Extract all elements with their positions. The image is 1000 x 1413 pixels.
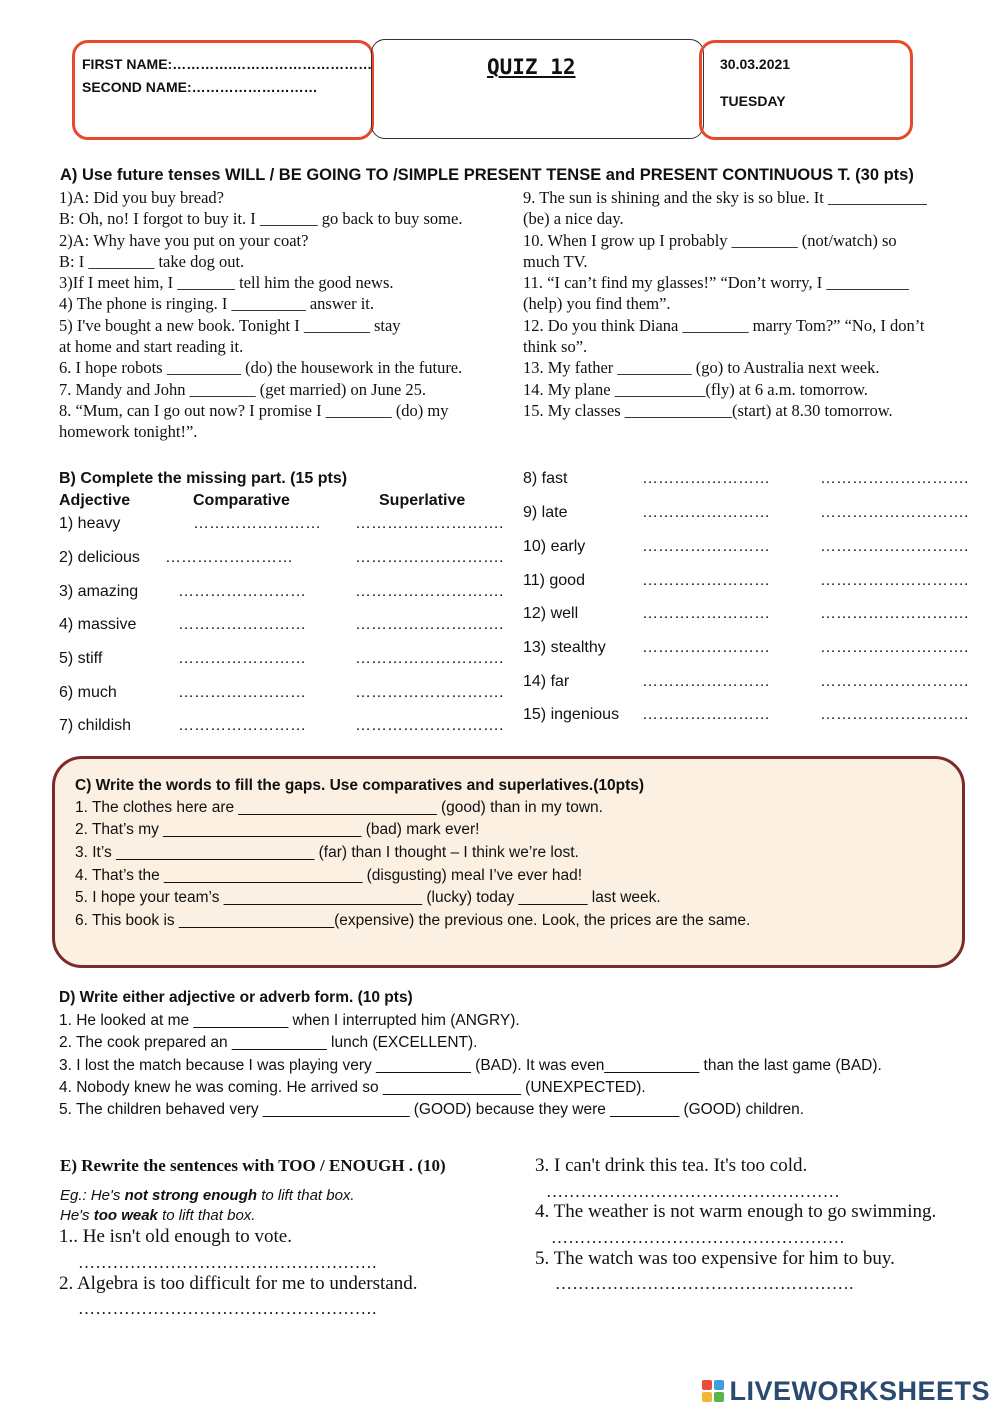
adjective-item: 10) early xyxy=(523,538,586,555)
adjective-item: 2) delicious xyxy=(59,549,140,566)
section-a-line[interactable]: 8. “Mum, can I go out now? I promise I ________ (do) my xyxy=(59,400,449,420)
section-a-line: homework tonight!”. xyxy=(59,422,198,442)
section-e-question: 3. I can't drink this tea. It's too cold. xyxy=(535,1155,808,1176)
section-a-left-column xyxy=(59,187,462,443)
section-c-line[interactable]: 1. The clothes here are _______________________ (good) than in my town. xyxy=(75,799,603,816)
comparative-blank[interactable]: …………………… xyxy=(178,650,306,667)
example-emphasis: not strong enough xyxy=(124,1187,258,1204)
example-emphasis: too weak xyxy=(93,1207,158,1224)
section-a-line[interactable]: 5) I've bought a new book. Tonight I ________ stay xyxy=(59,315,401,335)
example-text: Eg.: He's xyxy=(60,1187,125,1204)
comparative-blank[interactable]: …………………… xyxy=(642,605,770,622)
section-a-title: A) Use future tenses WILL / BE GOING TO /SIMPLE PRESENT TENSE and PRESENT CONTINUOUS T. (30 pts) xyxy=(60,166,914,184)
comparative-blank[interactable]: …………………… xyxy=(178,583,306,600)
superlative-blank[interactable]: ………………………. xyxy=(820,504,969,521)
section-c-line[interactable]: 6. This book is __________________(expensive) the previous one. Look, the prices are the same. xyxy=(75,912,751,929)
section-c-line[interactable]: 4. That’s the _______________________ (disgusting) meal I’ve ever had! xyxy=(75,867,582,884)
section-e-example-1 xyxy=(60,1187,355,1204)
section-a-line[interactable]: 11. “I can’t find my glasses!” “Don’t worry, I __________ xyxy=(523,273,909,293)
section-e-title: E) Rewrite the sentences with TOO / ENOUGH . (10) xyxy=(60,1156,446,1175)
section-c-line[interactable]: 3. It’s _______________________ (far) than I thought – I think we’re lost. xyxy=(75,844,579,861)
section-a-line[interactable]: 13. My father _________ (go) to Australia next week. xyxy=(523,358,880,378)
superlative-blank[interactable]: ………………………. xyxy=(355,583,504,600)
section-a-line: (help) you find them”. xyxy=(523,294,671,314)
quiz-title-box xyxy=(371,39,704,139)
section-d-line[interactable]: 4. Nobody knew he was coming. He arrived so ________________ (UNEXPECTED). xyxy=(59,1079,646,1096)
answer-line[interactable]: ……………………………………………. xyxy=(78,1253,377,1272)
second-name-field[interactable]: SECOND NAME:……………………… xyxy=(82,79,318,95)
section-c-line[interactable]: 5. I hope your team’s _______________________ (lucky) today ________ last week. xyxy=(75,889,661,906)
adjective-item: 6) much xyxy=(59,684,117,701)
adjective-item: 4) massive xyxy=(59,616,137,633)
comparative-blank[interactable]: …………………… xyxy=(642,706,770,723)
answer-line[interactable]: ……………………………………………. xyxy=(78,1299,377,1318)
section-a-line: think so”. xyxy=(523,337,588,357)
section-d-line[interactable]: 2. The cook prepared an ___________ lunch (EXCELLENT). xyxy=(59,1034,478,1051)
adjective-item: 1) heavy xyxy=(59,515,121,532)
quiz-title: QUIZ 12 xyxy=(487,55,576,79)
example-text: He's xyxy=(60,1207,94,1224)
superlative-blank[interactable]: ………………………. xyxy=(820,639,969,656)
section-e-example-2 xyxy=(60,1207,255,1224)
section-d-line[interactable]: 1. He looked at me ___________ when I interrupted him (ANGRY). xyxy=(59,1012,520,1029)
superlative-blank[interactable]: ………………………. xyxy=(820,706,969,723)
section-a-line[interactable]: B: Oh, no! I forgot to buy it. I _______ go back to buy some. xyxy=(59,209,463,229)
section-a-line[interactable]: 14. My plane ___________(fly) at 6 a.m. tomorrow. xyxy=(523,379,868,399)
superlative-blank[interactable]: ………………………. xyxy=(355,549,504,566)
adjective-item: 13) stealthy xyxy=(523,639,606,656)
comparative-blank[interactable]: …………………… xyxy=(642,538,770,555)
section-e-question: 5. The watch was too expensive for him to buy. xyxy=(535,1248,895,1269)
superlative-blank[interactable]: ………………………. xyxy=(355,684,504,701)
superlative-blank[interactable]: ………………………. xyxy=(355,616,504,633)
superlative-blank[interactable]: ………………………. xyxy=(355,515,504,532)
section-a-line[interactable]: 6. I hope robots _________ (do) the housework in the future. xyxy=(59,358,463,378)
superlative-blank[interactable]: ………………………. xyxy=(355,717,504,734)
superlative-blank[interactable]: ………………………. xyxy=(820,572,969,589)
comparative-blank[interactable]: …………………… xyxy=(178,717,306,734)
section-a-line: 2)A: Why have you put on your coat? xyxy=(59,230,309,250)
section-c-title: C) Write the words to fill the gaps. Use comparatives and superlatives.(10pts) xyxy=(75,777,645,794)
adjective-item: 14) far xyxy=(523,673,570,690)
comparative-blank[interactable]: …………………… xyxy=(178,616,306,633)
section-d-line[interactable]: 5. The children behaved very _________________ (GOOD) because they were ________ (GOOD) children. xyxy=(59,1101,805,1118)
answer-line[interactable]: …………………………………………… xyxy=(551,1228,846,1247)
section-a-line[interactable]: 12. Do you think Diana ________ marry Tom?” “No, I don’t xyxy=(523,315,925,335)
superlative-blank[interactable]: ………………………. xyxy=(820,605,969,622)
comparative-blank[interactable]: …………………… xyxy=(642,639,770,656)
answer-line[interactable]: …………………………………………… xyxy=(546,1182,841,1201)
section-e-question: 2. Algebra is too difficult for me to understand. xyxy=(59,1273,418,1294)
section-a-line: much TV. xyxy=(523,251,588,271)
comparative-blank[interactable]: …………………… xyxy=(165,549,293,566)
superlative-blank[interactable]: ………………………. xyxy=(820,673,969,690)
section-a-line: at home and start reading it. xyxy=(59,337,244,357)
date-box xyxy=(699,40,913,140)
example-text: to lift that box. xyxy=(157,1207,256,1224)
adjective-item: 9) late xyxy=(523,504,568,521)
comparative-blank[interactable]: …………………… xyxy=(193,515,321,532)
section-a-right-column xyxy=(523,187,927,421)
section-a-line[interactable]: 7. Mandy and John ________ (get married) on June 25. xyxy=(59,379,427,399)
quiz-day: TUESDAY xyxy=(720,93,786,109)
quiz-date: 30.03.2021 xyxy=(720,56,791,72)
adjective-item: 7) childish xyxy=(59,717,132,734)
section-a-line: (be) a nice day. xyxy=(523,209,624,229)
section-e-question: 4. The weather is not warm enough to go swimming. xyxy=(535,1201,937,1222)
first-name-field[interactable]: FIRST NAME:………….………………………… xyxy=(82,56,373,72)
col-header-comparative: Comparative xyxy=(193,492,290,509)
adjective-item: 11) good xyxy=(523,572,585,589)
section-a-line[interactable]: B: I ________ take dog out. xyxy=(59,251,245,271)
superlative-blank[interactable]: ………………………. xyxy=(820,470,969,487)
adjective-item: 5) stiff xyxy=(59,650,103,667)
superlative-blank[interactable]: ………………………. xyxy=(820,538,969,555)
section-a-line[interactable]: 10. When I grow up I probably ________ (not/watch) so xyxy=(523,230,897,250)
section-a-line: 1)A: Did you buy bread? xyxy=(59,188,224,207)
adjective-item: 3) amazing xyxy=(59,583,139,600)
col-header-adjective: Adjective xyxy=(59,492,131,509)
section-b-title: B) Complete the missing part. (15 pts) xyxy=(59,470,348,487)
adjective-item: 12) well xyxy=(523,605,579,622)
adjective-item: 15) ingenious xyxy=(523,706,620,723)
col-header-superlative: Superlative xyxy=(379,492,466,509)
comparative-blank[interactable]: …………………… xyxy=(642,470,770,487)
adjective-item: 8) fast xyxy=(523,470,568,487)
section-d-line[interactable]: 3. I lost the match because I was playing very ___________ (BAD). It was even___________ than the last game (BAD). xyxy=(59,1057,882,1074)
liveworksheets-logo[interactable] xyxy=(702,1376,990,1407)
section-a-line[interactable]: 9. The sun is shining and the sky is so blue. It ____________ xyxy=(523,188,927,207)
logo-text: LIVEWORKSHEETS xyxy=(729,1376,990,1406)
section-a-line[interactable]: 3)If I meet him, I _______ tell him the good news. xyxy=(59,273,394,293)
superlative-blank[interactable]: ………………………. xyxy=(355,650,504,667)
section-a-line[interactable]: 4) The phone is ringing. I _________ answer it. xyxy=(59,294,374,314)
comparative-blank[interactable]: …………………… xyxy=(642,673,770,690)
comparative-blank[interactable]: …………………… xyxy=(642,572,770,589)
answer-line[interactable]: ……………………………………………. xyxy=(555,1274,854,1293)
liveworksheets-icon xyxy=(702,1380,726,1404)
comparative-blank[interactable]: …………………… xyxy=(178,684,306,701)
section-a-line[interactable]: 15. My classes _____________(start) at 8.30 tomorrow. xyxy=(523,400,893,420)
section-e-question: 1.. He isn't old enough to vote. xyxy=(59,1226,292,1247)
section-d-title: D) Write either adjective or adverb form. (10 pts) xyxy=(59,989,413,1006)
comparative-blank[interactable]: …………………… xyxy=(642,504,770,521)
example-text: to lift that box. xyxy=(257,1187,355,1204)
section-c-line[interactable]: 2. That’s my _______________________ (bad) mark ever! xyxy=(75,821,480,838)
